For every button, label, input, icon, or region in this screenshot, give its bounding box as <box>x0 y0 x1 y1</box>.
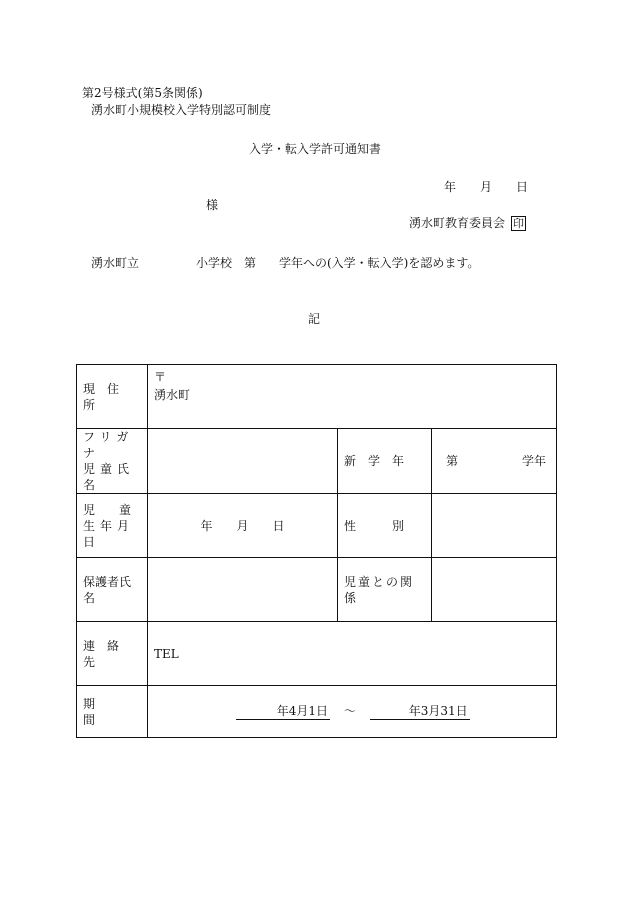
period-value <box>148 686 557 738</box>
period-from: 年4月1日 <box>236 703 330 720</box>
address-label: 現 住 所 <box>77 365 148 429</box>
guardian-value <box>148 558 338 622</box>
child-name-label: 児童氏名 <box>83 462 135 492</box>
birth-value: 年 月 日 <box>148 494 338 558</box>
birth-label-cell <box>77 494 148 558</box>
address-cell <box>148 365 557 429</box>
issuer-line <box>409 216 526 231</box>
issuer-name: 湧水町教育委員会 <box>409 216 506 230</box>
body-prefix: 湧水町立 <box>91 256 140 270</box>
seal-mark: 印 <box>513 217 525 230</box>
grade-value <box>432 429 557 494</box>
period-label: 期 間 <box>77 686 148 738</box>
child-label: 児 童 <box>83 502 132 517</box>
row-contact <box>77 622 557 686</box>
row-address <box>77 365 557 429</box>
sex-label: 性 別 <box>338 494 432 558</box>
guardian-label: 保護者氏名 <box>77 558 148 622</box>
sex-value <box>432 494 557 558</box>
details-table <box>76 364 557 738</box>
form-number: 第2号様式(第5条関係) <box>82 86 203 100</box>
grade-label: 新 学 年 <box>338 429 432 494</box>
body-school: 小学校 第 <box>196 256 257 270</box>
relation-label: 児童との関係 <box>338 558 432 622</box>
period-to: 年3月31日 <box>370 703 470 720</box>
system-name: 湧水町小規模校入学特別認可制度 <box>91 103 272 117</box>
row-guardian <box>77 558 557 622</box>
name-label-cell <box>77 429 148 494</box>
period-tilde: 〜 <box>343 704 356 718</box>
issue-date: 年 月 日 <box>444 180 529 194</box>
contact-label: 連 絡 先 <box>77 622 148 686</box>
contact-value: TEL <box>148 622 557 686</box>
row-name <box>77 429 557 494</box>
body-text: 学年への(入学・転入学)を認めます。 <box>279 256 480 270</box>
grade-suffix: 学年 <box>522 454 547 468</box>
address-value: 湧水町 <box>154 388 191 402</box>
postal-mark: 〒 <box>154 370 167 384</box>
ki-mark: 記 <box>308 312 321 326</box>
grade-prefix: 第 <box>446 454 459 468</box>
row-birth <box>77 494 557 558</box>
birth-label: 生年月日 <box>83 518 135 549</box>
addressee-suffix: 様 <box>206 198 219 212</box>
child-name-value <box>148 429 338 494</box>
relation-value <box>432 558 557 622</box>
row-period <box>77 686 557 738</box>
furigana-label: フリガナ <box>83 430 134 460</box>
document-title: 入学・転入学許可通知書 <box>249 142 382 156</box>
